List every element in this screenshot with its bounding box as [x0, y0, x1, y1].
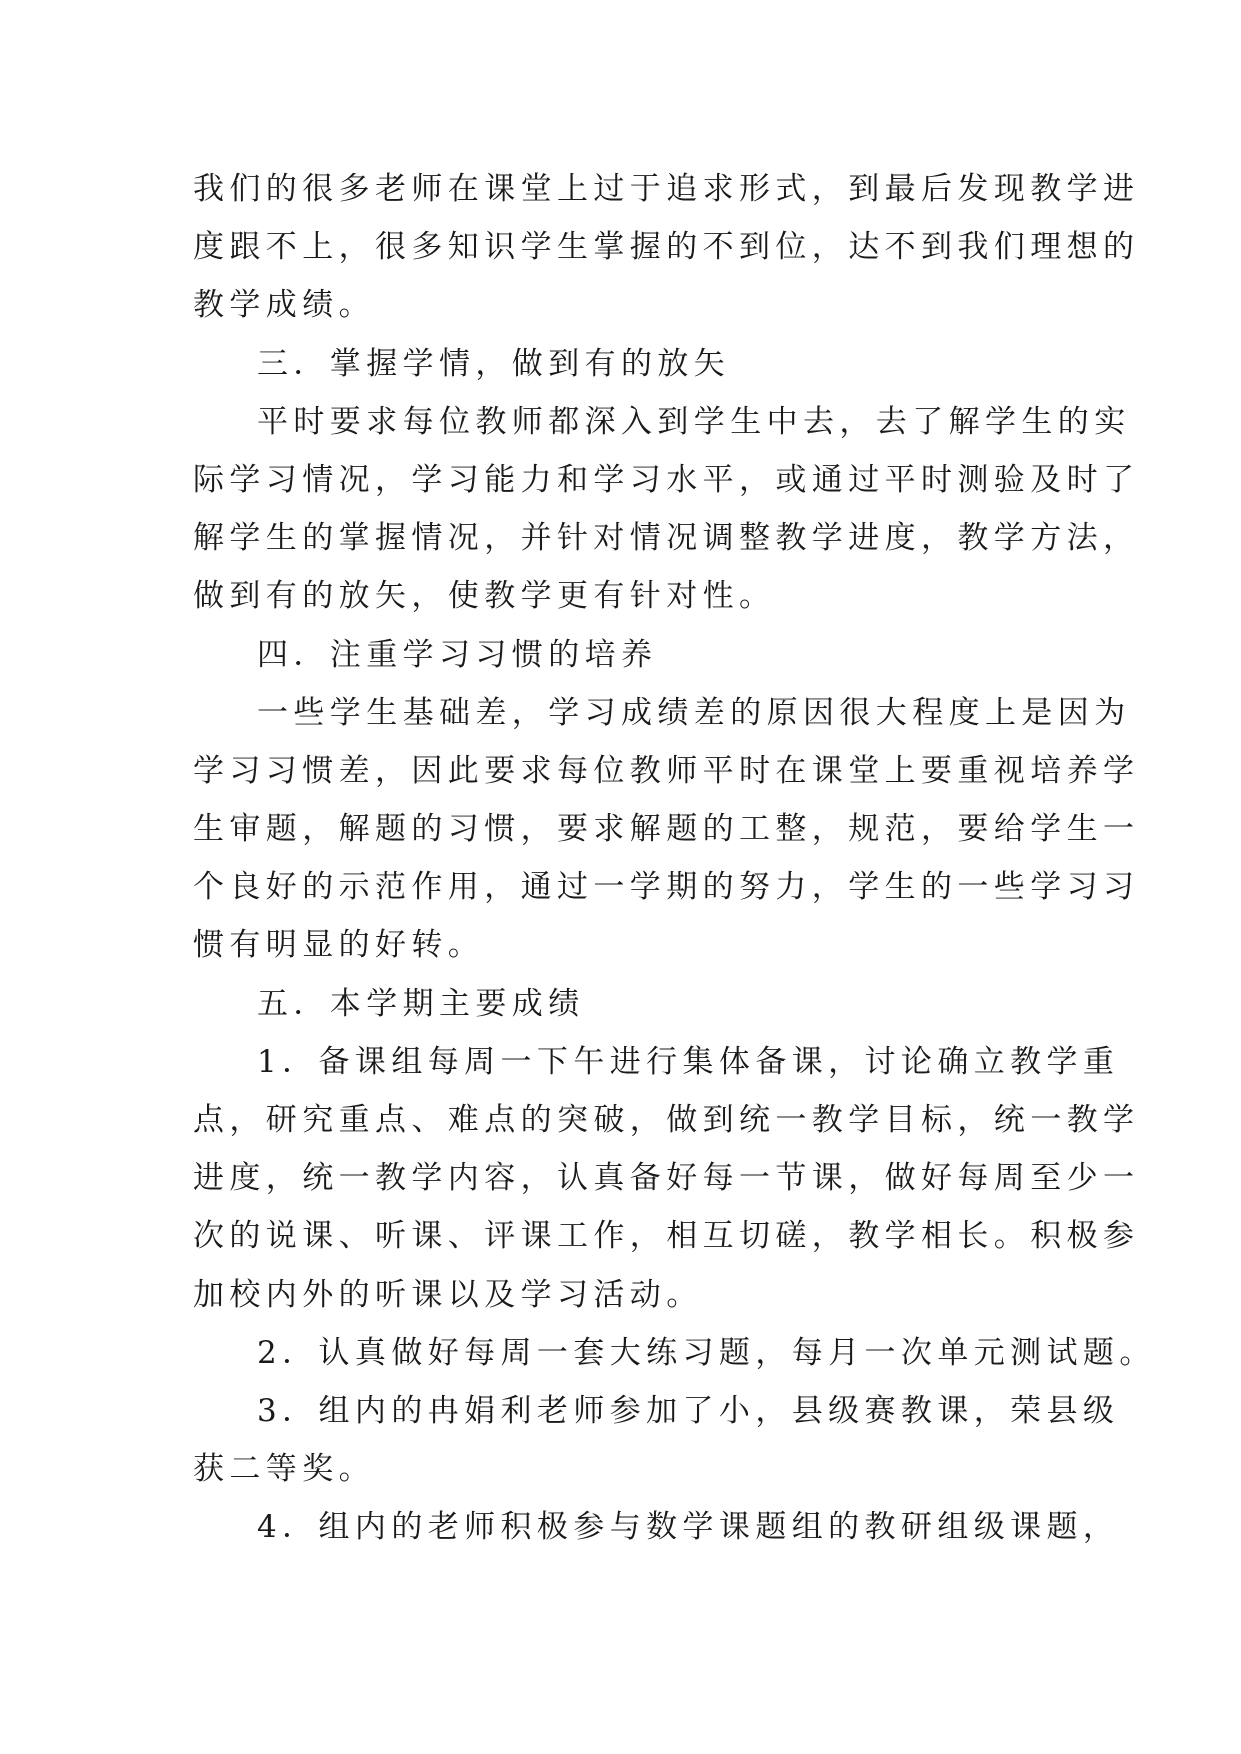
text-line: 生审题，解题的习惯，要求解题的工整，规范，要给学生一: [193, 811, 1140, 848]
text-line: 解学生的掌握情况，并针对情况调整教学进度，教学方法，: [193, 520, 1140, 557]
document-body: [193, 160, 1156, 1557]
text-line: 做到有的放矢，使教学更有针对性。: [193, 578, 776, 615]
list-item-line: 1．备课组每周一下午进行集体备课，讨论确立教学重: [257, 1043, 1120, 1080]
list-item-line: 2．认真做好每周一套大练习题，每月一次单元测试题。: [257, 1334, 1156, 1371]
text-line: 进度，统一教学内容，认真备好每一节课，做好每周至少一: [193, 1160, 1140, 1197]
text-line: 加校内外的听课以及学习活动。: [193, 1276, 703, 1313]
text-line: 我们的很多老师在课堂上过于追求形式，到最后发现教学进: [193, 171, 1140, 207]
text-line: 点，研究重点、难点的突破，做到统一教学目标，统一教学: [193, 1102, 1140, 1138]
text-line: 次的说课、听课、评课工作，相互切磋，教学相长。积极参: [193, 1218, 1140, 1255]
text-line: 个良好的示范作用，通过一学期的努力，学生的一些学习习: [193, 869, 1140, 906]
text-line: 学习习惯差，因此要求每位教师平时在课堂上要重视培养学: [193, 752, 1140, 789]
text-line: 惯有明显的好转。: [193, 927, 485, 964]
text-line: 教学成绩。: [193, 287, 375, 324]
list-item-line: 3．组内的冉娟利老师参加了小，县级赛教课，荣县级: [257, 1392, 1120, 1429]
text-line: 一些学生基础差，学习成绩差的原因很大程度上是因为: [257, 694, 1131, 731]
text-line: 际学习情况，学习能力和学习水平，或通过平时测验及时了: [193, 461, 1140, 498]
text-line: 获二等奖。: [193, 1451, 375, 1488]
section-heading: 四．注重学习习惯的培养: [257, 636, 658, 673]
section-heading: 五．本学期主要成绩: [257, 985, 585, 1022]
section-heading: 三．掌握学情，做到有的放矢: [257, 345, 731, 382]
list-item-line: 4．组内的老师积极参与数学课题组的教研组级课题，: [257, 1509, 1120, 1546]
text-line: 平时要求每位教师都深入到学生中去，去了解学生的实: [257, 403, 1131, 440]
text-line: 度跟不上，很多知识学生掌握的不到位，达不到我们理想的: [193, 229, 1140, 266]
